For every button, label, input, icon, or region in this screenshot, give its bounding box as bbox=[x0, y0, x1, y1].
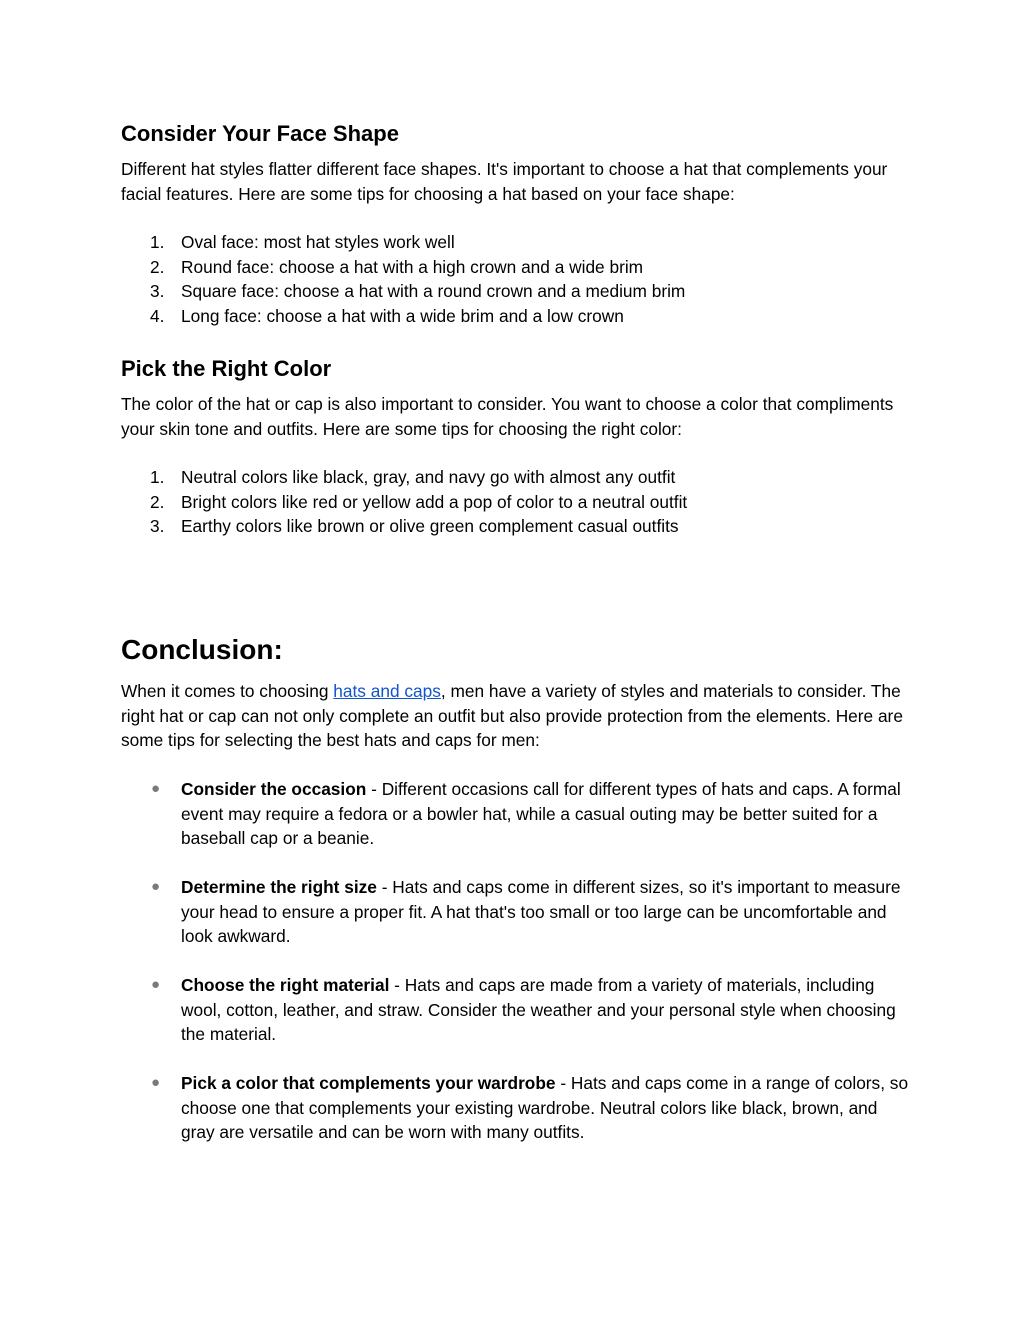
list-item: 1. Neutral colors like black, gray, and navy go with almost any outfit bbox=[150, 467, 676, 487]
color-list bbox=[121, 465, 911, 539]
bullet-icon: ● bbox=[151, 780, 161, 797]
list-item: 2. Round face: choose a hat with a high crown and a wide brim bbox=[150, 256, 644, 277]
tips-list bbox=[121, 777, 911, 1169]
list-item: 1. Oval face: most hat styles work well bbox=[150, 232, 455, 252]
list-item: 3. Square face: choose a hat with a round crown and a medium brim bbox=[150, 281, 686, 301]
list-item: 3. Earthy colors like brown or olive green complement casual outfits bbox=[150, 516, 679, 536]
conclusion-intro: When it comes to choosing hats and caps, men have a variety of styles and materials to consider. The right hat or cap can not only complete an outfit but also provide protection from the elements. Here are some tips for selecting the best hats and caps for men: bbox=[121, 681, 903, 750]
conclusion-heading: Conclusion: bbox=[121, 634, 283, 665]
list-item: 4. Long face: choose a hat with a wide brim and a low crown bbox=[150, 305, 624, 326]
face-shape-list bbox=[121, 230, 911, 328]
list-item: ● Choose the right material - Hats and caps are made from a variety of materials, including wool, cotton, leather, and straw. Consider the weather and your personal style when choosing the material. bbox=[151, 975, 896, 1044]
hats-and-caps-link[interactable]: hats and caps bbox=[333, 681, 441, 701]
list-item: 2. Bright colors like red or yellow add a pop of color to a neutral outfit bbox=[150, 491, 688, 512]
bullet-icon: ● bbox=[151, 976, 161, 993]
face-shape-heading: Consider Your Face Shape bbox=[121, 121, 399, 146]
face-shape-intro: Different hat styles flatter different face shapes. It's important to choose a hat that complements your facial features. Here are some tips for choosing a hat based on your face shape: bbox=[121, 159, 888, 204]
bullet-icon: ● bbox=[151, 1074, 161, 1091]
list-item: ● Pick a color that complements your wardrobe - Hats and caps come in a range of colors, so choose one that complements your existing wardrobe. Neutral colors like black, brown, and gray are versatile and can be worn with many outfits. bbox=[151, 1073, 909, 1142]
bullet-icon: ● bbox=[151, 878, 161, 895]
color-heading: Pick the Right Color bbox=[121, 356, 332, 381]
color-intro: The color of the hat or cap is also important to consider. You want to choose a color that compliments your skin tone and outfits. Here are some tips for choosing the right color: bbox=[121, 394, 894, 439]
list-item: ● Determine the right size - Hats and caps come in different sizes, so it's important to measure your head to ensure a proper fit. A hat that's too small or too large can be uncomfortable and look awkward. bbox=[151, 877, 901, 946]
list-item: ● Consider the occasion - Different occasions call for different types of hats and caps. A formal event may require a fedora or a bowler hat, while a casual outing may be better suited for a baseball cap or a beanie. bbox=[151, 779, 901, 848]
